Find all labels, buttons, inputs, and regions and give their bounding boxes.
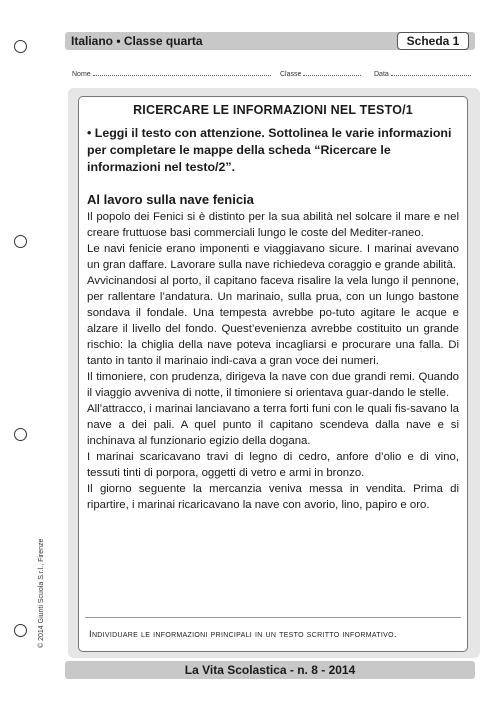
- binder-hole-bottom: [14, 624, 27, 637]
- reading-text: [87, 209, 459, 513]
- name-label: Nome: [72, 71, 91, 78]
- date-field[interactable]: [374, 68, 471, 78]
- name-field[interactable]: [72, 68, 271, 78]
- binder-hole-lower: [14, 428, 27, 441]
- divider: [85, 617, 461, 618]
- binder-hole-top: [14, 40, 27, 53]
- paragraph: Il timoniere, con prudenza, dirigeva la nave con due grandi remi. Quando il viaggio avveniva di notte, il timoniere si orientava guar-dando le stelle.: [87, 371, 459, 399]
- sheet-badge: Scheda 1: [397, 32, 469, 50]
- paragraph: I marinai scaricavano travi di legno di cedro, anfore d’olio e di vino, tessuti tinti di porpora, oggetti di vetro e armi in bronzo.: [87, 451, 459, 479]
- paragraph: All’attracco, i marinai lanciavano a terra forti funi con le quali fis-savano la nave a dei pali. A quel punto il capitano scendeva dalla nave e si inchinava al funzionario egizio della dogana.: [87, 403, 459, 447]
- paragraph: Le navi fenicie erano imponenti e viaggiavano sicure. I marinai avevano un gran daffare. Lavorare sulla nave richiedeva coraggio e grande abilità.: [87, 243, 459, 271]
- class-field[interactable]: [280, 68, 361, 78]
- copyright-credit: © 2014 Giunti Scuola S.r.l., Firenze: [38, 538, 45, 648]
- subject-label: Italiano • Classe quarta: [71, 34, 203, 48]
- worksheet-card: [78, 96, 468, 652]
- footer-bar: La Vita Scolastica - n. 8 - 2014: [65, 661, 475, 679]
- date-label: Data: [374, 71, 389, 78]
- paragraph: Il giorno seguente la mercanzia veniva messa in vendita. Prima di ripartire, i marinai ricaricavano la nave con avorio, lino, papiro e oro.: [87, 483, 459, 511]
- learning-objective: Individuare le informazioni principali in un testo scritto informativo.: [89, 629, 397, 640]
- header-bar: [65, 32, 475, 50]
- class-line[interactable]: [303, 68, 361, 76]
- text-title: Al lavoro sulla nave fenicia: [87, 192, 254, 207]
- date-line[interactable]: [391, 68, 471, 76]
- paragraph: Avvicinandosi al porto, il capitano faceva risalire la vela lungo il pennone, per rallentare l’andatura. Un marinaio, sulla prua, con un lungo bastone sondava il fondale. Una tempesta avrebbe po-tuto agitare le acque e alzare il livello del fondo. Quest’evenienza avrebbe costituito un grande rischio: la chiglia della nave poteva incagliarsi e procurare una falla. Di tanto in tanto il marinaio indi-cava a gran voce dei numeri.: [87, 275, 459, 367]
- binder-hole-middle: [14, 235, 27, 248]
- instruction-text: • Leggi il testo con attenzione. Sottolinea le varie informazioni per completare le mappe della scheda “Ricercare le informazioni nel testo/2”.: [87, 126, 452, 174]
- class-label: Classe: [280, 71, 302, 78]
- page-title: RICERCARE LE INFORMAZIONI NEL TESTO/1: [133, 103, 413, 117]
- paragraph: Il popolo dei Fenici si è distinto per la sua abilità nel solcare il mare e nel creare fruttuose basi commerciali lungo le coste del Mediter-raneo.: [87, 211, 459, 239]
- name-line[interactable]: [93, 68, 271, 76]
